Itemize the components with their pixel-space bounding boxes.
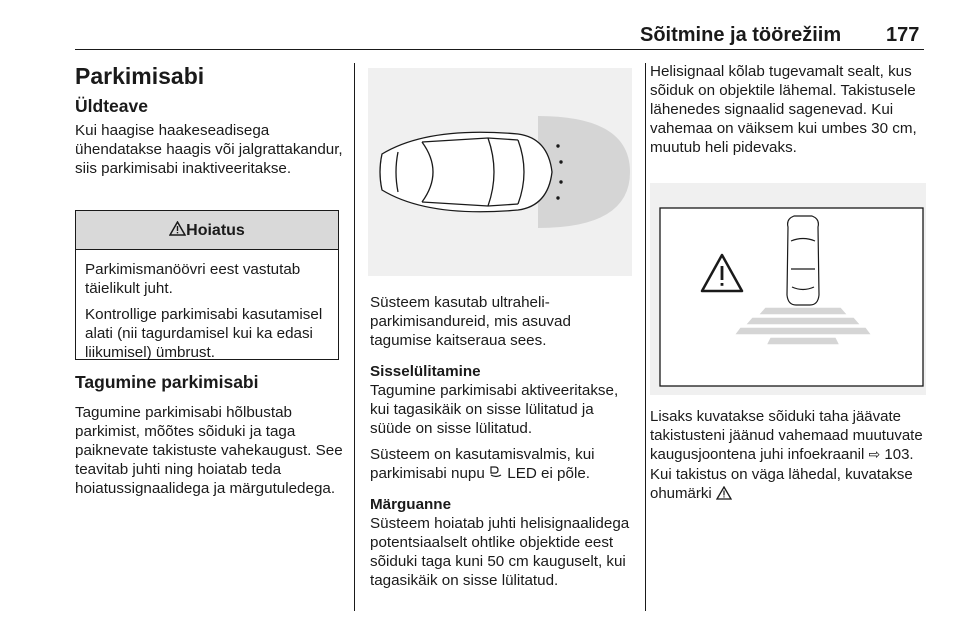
distance-text-ref: 103. Kui takistus on väga lähedal, kuvatakse ohumärki (650, 446, 914, 502)
parking-assist-button-icon (489, 465, 503, 479)
warning-header (76, 211, 338, 250)
intro-paragraph: Kui haagise haakeseadisega ühendatakse haagis või jalgrattakandur, siis parkimisabi inaktiveeritakse. (75, 122, 343, 177)
ready-text-a: Süsteem on kasutamisvalmis, kui parkimisabi nupu (370, 446, 595, 482)
page-reference-arrow-icon: ⇨ (868, 447, 881, 463)
rear-assist-paragraph: Tagumine parkimisabi hõlbustab parkimist, mõõtes sõiduki ja taga paiknevate takistuste vahekaugust. See teavitab juhti ning hoiatab teda hoiatussignaalidega ja märgutuledega. (75, 404, 343, 497)
page-number: 177 (886, 24, 920, 46)
note-paragraph: Süsteem hoiatab juhti helisignaalidega potentsiaalselt ohtlike objektide eest sõiduki taga kuni 50 cm kauguselt, kui tagasikäik on sisse lülitatud. (370, 515, 630, 589)
ready-paragraph (370, 445, 632, 483)
column-divider-2 (645, 63, 646, 611)
warning-label: Hoiatus (186, 222, 245, 239)
section-title: Parkimisabi (75, 63, 205, 89)
column-divider-1 (354, 63, 355, 611)
distance-paragraph (650, 407, 928, 503)
warning-box (75, 210, 339, 360)
header-rule (75, 49, 924, 50)
distance-display-section (650, 407, 928, 503)
ultrasound-paragraph: Süsteem kasutab ultraheliparkimisandureid, mis asuvad tagumise kaitseraua sees. (370, 294, 571, 349)
heading-switch-on: Sisselülitamine (370, 363, 481, 380)
column-2 (370, 293, 632, 590)
distance-text-a: Lisaks kuvatakse sõiduki taha jäävate takistusteni jäänud vahemaad muutuvate kaugusjoontena juhi infoekraanil (650, 408, 923, 463)
warning-triangle-icon (716, 486, 732, 500)
subsection-rear-assist: Tagumine parkimisabi (75, 372, 259, 392)
car-rear-sensor-zone-illustration (368, 68, 632, 276)
heading-note: Märguanne (370, 496, 452, 513)
switch-on-paragraph: Tagumine parkimisabi aktiveeritakse, kui tagasikäik on sisse lülitatud ja süüde on sisse lülitatud. (370, 382, 619, 437)
running-header-title: Sõitmine ja töörežiim (640, 24, 842, 46)
warning-paragraph-2: Kontrollige parkimisabi kasutamisel alati (nii tagurdamisel kui ka edasi liikumisel) ümbrust. (85, 306, 323, 361)
subsection-general: Üldteave (75, 96, 148, 116)
ready-text-b: LED ei põle. (503, 465, 590, 482)
rear-assist-section (75, 372, 347, 498)
warning-triangle-icon (169, 221, 186, 236)
warning-paragraph-1: Parkimismanöövri eest vastutab täielikult juht. (85, 261, 301, 297)
sound-paragraph: Helisignaal kõlab tugevamalt sealt, kus sõiduk on objektile lähemal. Takistusele lähenedes signaalid sagenevad. Kui vahemaa on väiksem kui umbes 30 cm, muutub heli pidevaks. (650, 63, 917, 156)
column-1 (75, 62, 347, 178)
infotainment-parking-display-illustration (650, 183, 926, 395)
column-3 (650, 62, 925, 157)
